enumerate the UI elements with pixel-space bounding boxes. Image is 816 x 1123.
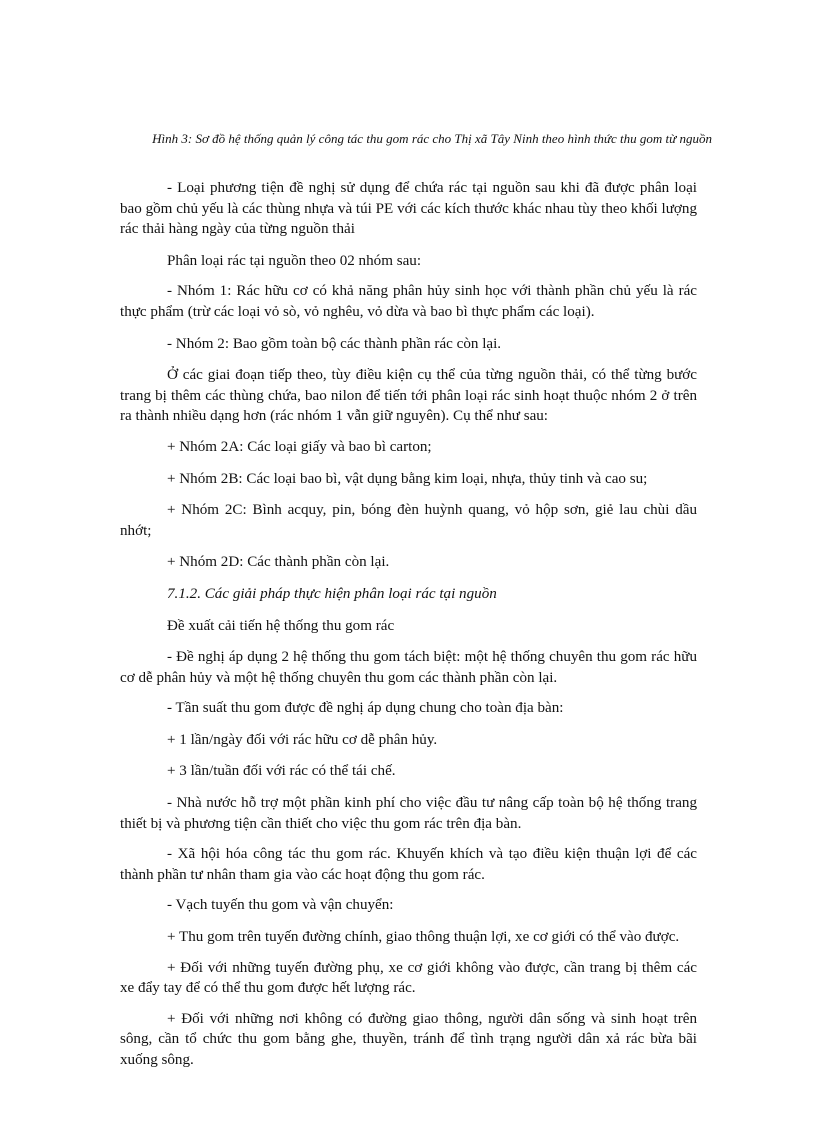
paragraph-river-collection: + Đối với những nơi không có đường giao thông, người dân sống và sinh hoạt trên sông, cần tổ chức thu gom bằng ghe, thuyền, tránh để tình trạng người dân xả rác bừa bãi xuống sông. (120, 1010, 697, 1068)
figure-caption: Hình 3: Sơ đồ hệ thống quản lý công tác thu gom rác cho Thị xã Tây Ninh theo hình thức thu gom từ nguồn (152, 131, 712, 146)
paragraph-group-2c: + Nhóm 2C: Bình acquy, pin, bóng đèn huỳnh quang, vỏ hộp sơn, giẻ lau chùi dầu nhớt; (120, 502, 697, 539)
paragraph-group-2b: + Nhóm 2B: Các loại bao bì, vật dụng bằng kim loại, nhựa, thủy tinh và cao su; (167, 470, 648, 487)
paragraph-group-2d: + Nhóm 2D: Các thành phần còn lại. (167, 554, 390, 571)
paragraph-side-roads: + Đối với những tuyến đường phụ, xe cơ giới không vào được, cần trang bị thêm các xe đẩy tay để có thể thu gom được hết lượng rác. (120, 959, 697, 997)
document-body (120, 178, 697, 1071)
paragraph-routing: - Vạch tuyến thu gom và vận chuyển: (167, 897, 394, 914)
paragraph-main-roads: + Thu gom trên tuyến đường chính, giao thông thuận lợi, xe cơ giới có thể vào được. (167, 929, 680, 946)
paragraph-next-stages: Ở các giai đoạn tiếp theo, tùy điều kiện cụ thể của từng nguồn thải, có thể từng bước trang bị thêm các thùng chứa, bao nilon để tiến tới phân loại rác sinh hoạt thuộc nhóm 2 ở trên ra thành nhiều dạng hơn (rác nhóm 1 vẫn giữ nguyên). Cụ thể như sau: (120, 367, 697, 425)
paragraph-socialization: - Xã hội hóa công tác thu gom rác. Khuyến khích và tạo điều kiện thuận lợi để các thành phần tư nhân tham gia vào các hoạt động thu gom rác. (120, 846, 697, 883)
paragraph-container-types: - Loại phương tiện đề nghị sử dụng để chứa rác tại nguồn sau khi đã được phân loại bao gồm chủ yếu là các thùng nhựa và túi PE với các kích thước khác nhau tùy theo khối lượng rác thải hàng ngày của từng nguồn thải (120, 180, 697, 238)
paragraph-collection-proposal: Đề xuất cải tiến hệ thống thu gom rác (167, 617, 395, 634)
paragraph-weekly-recyclable: + 3 lần/tuần đối với rác có thể tái chế. (167, 763, 396, 780)
paragraph-state-support: - Nhà nước hỗ trợ một phần kinh phí cho việc đầu tư nâng cấp toàn bộ hệ thống trang thiết bị và phương tiện cần thiết cho việc thu gom rác trên địa bàn. (120, 795, 697, 832)
paragraph-two-systems: - Đề nghị áp dụng 2 hệ thống thu gom tách biệt: một hệ thống chuyên thu gom rác hữu cơ dễ phân hủy và một hệ thống chuyên thu gom các thành phần còn lại. (120, 649, 697, 686)
paragraph-group-1: - Nhóm 1: Rác hữu cơ có khả năng phân hủy sinh học với thành phần chủ yếu là rác thực phẩm (trừ các loại vỏ sò, vỏ nghêu, vỏ dừa và bao bì thực phẩm các loại). (120, 283, 697, 320)
paragraph-group-2: - Nhóm 2: Bao gồm toàn bộ các thành phần rác còn lại. (167, 335, 502, 352)
paragraph-classification-intro: Phân loại rác tại nguồn theo 02 nhóm sau: (167, 252, 422, 269)
paragraph-group-2a: + Nhóm 2A: Các loại giấy và bao bì carton; (167, 438, 432, 455)
paragraph-daily-organic: + 1 lần/ngày đối với rác hữu cơ dễ phân hủy. (167, 731, 438, 748)
paragraph-frequency: - Tần suất thu gom được đề nghị áp dụng chung cho toàn địa bàn: (167, 700, 564, 717)
section-heading-7-1-2: 7.1.2. Các giải pháp thực hiện phân loại rác tại nguồn (167, 585, 497, 602)
